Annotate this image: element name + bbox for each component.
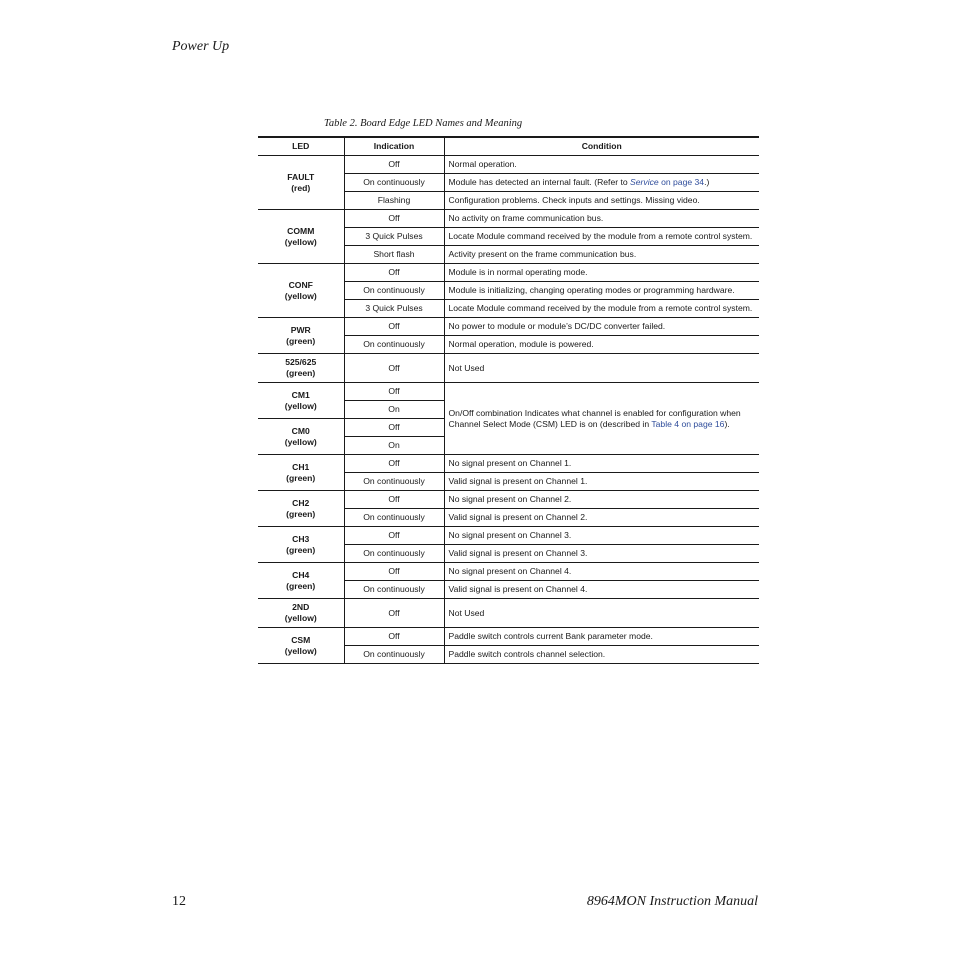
table-row — [258, 563, 759, 581]
column-header-indication: Indication — [344, 137, 444, 156]
indication-cell: On continuously — [344, 581, 444, 599]
table-row — [258, 264, 759, 282]
led-name: COMM — [287, 225, 315, 236]
condition-cell: Activity present on the frame communication bus. — [444, 246, 759, 264]
service-page-link[interactable]: on page 34 — [658, 177, 705, 187]
led-name: CH1 — [292, 461, 310, 472]
indication-cell: On continuously — [344, 282, 444, 300]
led-color: (green) — [286, 544, 316, 555]
manual-title: 8964MON Instruction Manual — [586, 894, 758, 909]
led-name-cell — [258, 491, 344, 527]
led-color: (yellow) — [284, 290, 317, 301]
service-link[interactable]: Service — [630, 177, 659, 187]
condition-text: ). — [724, 418, 730, 429]
led-name-cell — [258, 527, 344, 563]
led-name-cell — [258, 599, 344, 628]
running-header: Power Up — [172, 39, 230, 54]
table-row — [258, 383, 759, 401]
indication-cell: On continuously — [344, 336, 444, 354]
led-name: CH3 — [292, 533, 310, 544]
condition-cell: No activity on frame communication bus. — [444, 210, 759, 228]
condition-cell: Valid signal is present on Channel 1. — [444, 473, 759, 491]
led-name-cell — [258, 210, 344, 264]
indication-cell: Off — [344, 455, 444, 473]
condition-cell — [444, 383, 759, 455]
condition-cell: Paddle switch controls current Bank parameter mode. — [444, 628, 759, 646]
condition-cell: Valid signal is present on Channel 4. — [444, 581, 759, 599]
indication-cell: Flashing — [344, 192, 444, 210]
condition-cell: Module is in normal operating mode. — [444, 264, 759, 282]
table-row — [258, 527, 759, 545]
page-number: 12 — [172, 894, 186, 909]
led-name: CH4 — [292, 569, 310, 580]
led-name: CONF — [288, 279, 313, 290]
indication-cell: Off — [344, 563, 444, 581]
table-caption: Table 2. Board Edge LED Names and Meaning — [324, 118, 523, 129]
condition-cell: No signal present on Channel 1. — [444, 455, 759, 473]
indication-cell: 3 Quick Pulses — [344, 300, 444, 318]
indication-cell: Off — [344, 419, 444, 437]
led-color: (yellow) — [284, 400, 317, 411]
led-color: (green) — [286, 508, 316, 519]
led-name-cell — [258, 354, 344, 383]
indication-cell: Off — [344, 599, 444, 628]
led-name: CM1 — [291, 389, 310, 400]
indication-cell: Off — [344, 318, 444, 336]
indication-cell: On continuously — [344, 646, 444, 664]
indication-cell: Off — [344, 156, 444, 174]
indication-cell: On continuously — [344, 174, 444, 192]
indication-cell: On continuously — [344, 509, 444, 527]
led-color: (green) — [286, 335, 316, 346]
led-name: CSM — [291, 634, 311, 645]
condition-cell: Locate Module command received by the module from a remote control system. — [444, 300, 759, 318]
condition-cell: Paddle switch controls channel selection. — [444, 646, 759, 664]
indication-cell: 3 Quick Pulses — [344, 228, 444, 246]
indication-cell: Off — [344, 628, 444, 646]
table-row — [258, 318, 759, 336]
led-color: (green) — [286, 580, 316, 591]
led-color: (green) — [286, 472, 316, 483]
condition-cell: No signal present on Channel 4. — [444, 563, 759, 581]
table-row — [258, 628, 759, 646]
led-name-cell — [258, 419, 344, 455]
led-table — [258, 136, 759, 664]
condition-cell: Valid signal is present on Channel 2. — [444, 509, 759, 527]
condition-cell: Not Used — [444, 599, 759, 628]
column-header-led: LED — [258, 137, 344, 156]
table-row — [258, 156, 759, 174]
table-header-row — [258, 137, 759, 156]
condition-cell: No signal present on Channel 3. — [444, 527, 759, 545]
indication-cell: Off — [344, 491, 444, 509]
led-color: (red) — [291, 182, 311, 193]
condition-cell: Normal operation. — [444, 156, 759, 174]
indication-cell: Off — [344, 527, 444, 545]
indication-cell: On — [344, 401, 444, 419]
led-color: (yellow) — [284, 436, 317, 447]
indication-cell: Short flash — [344, 246, 444, 264]
table4-link[interactable]: Table 4 on page 16 — [651, 418, 725, 429]
indication-cell: On — [344, 437, 444, 455]
indication-cell: Off — [344, 354, 444, 383]
led-color: (yellow) — [284, 613, 317, 623]
condition-text: .) — [704, 177, 710, 187]
led-color: (yellow) — [284, 236, 317, 247]
column-header-condition: Condition — [444, 137, 759, 156]
indication-cell: Off — [344, 264, 444, 282]
condition-cell: Configuration problems. Check inputs and settings. Missing video. — [444, 192, 759, 210]
led-name: CM0 — [291, 425, 310, 436]
condition-cell: Module is initializing, changing operating modes or programming hardware. — [444, 282, 759, 300]
led-name-cell — [258, 156, 344, 210]
condition-cell: No power to module or module’s DC/DC converter failed. — [444, 318, 759, 336]
table-row — [258, 599, 759, 628]
indication-cell: On continuously — [344, 545, 444, 563]
condition-cell: Valid signal is present on Channel 3. — [444, 545, 759, 563]
indication-cell: Off — [344, 383, 444, 401]
table-row — [258, 491, 759, 509]
table-row — [258, 210, 759, 228]
led-name: 2ND — [292, 602, 310, 612]
led-name-cell — [258, 383, 344, 419]
led-name: PWR — [290, 324, 311, 335]
led-name-cell — [258, 455, 344, 491]
led-name: FAULT — [287, 171, 315, 182]
led-name: CH2 — [292, 497, 310, 508]
condition-text: Module has detected an internal fault. (Refer to — [448, 177, 631, 187]
led-name: 525/625 — [285, 357, 317, 367]
condition-cell: Not Used — [444, 354, 759, 383]
led-color: (yellow) — [284, 645, 317, 656]
condition-cell — [444, 174, 759, 192]
table-row — [258, 455, 759, 473]
condition-cell: No signal present on Channel 2. — [444, 491, 759, 509]
led-name-cell — [258, 563, 344, 599]
led-name-cell — [258, 628, 344, 664]
led-color: (green) — [286, 368, 316, 378]
indication-cell: On continuously — [344, 473, 444, 491]
table-row — [258, 354, 759, 383]
condition-text: On/Off combination Indicates what channel is enabled for configuration when Channel Select Mode (CSM) LED is on (described in — [448, 407, 741, 429]
led-name-cell — [258, 318, 344, 354]
indication-cell: Off — [344, 210, 444, 228]
condition-cell: Normal operation, module is powered. — [444, 336, 759, 354]
led-name-cell — [258, 264, 344, 318]
condition-cell: Locate Module command received by the module from a remote control system. — [444, 228, 759, 246]
